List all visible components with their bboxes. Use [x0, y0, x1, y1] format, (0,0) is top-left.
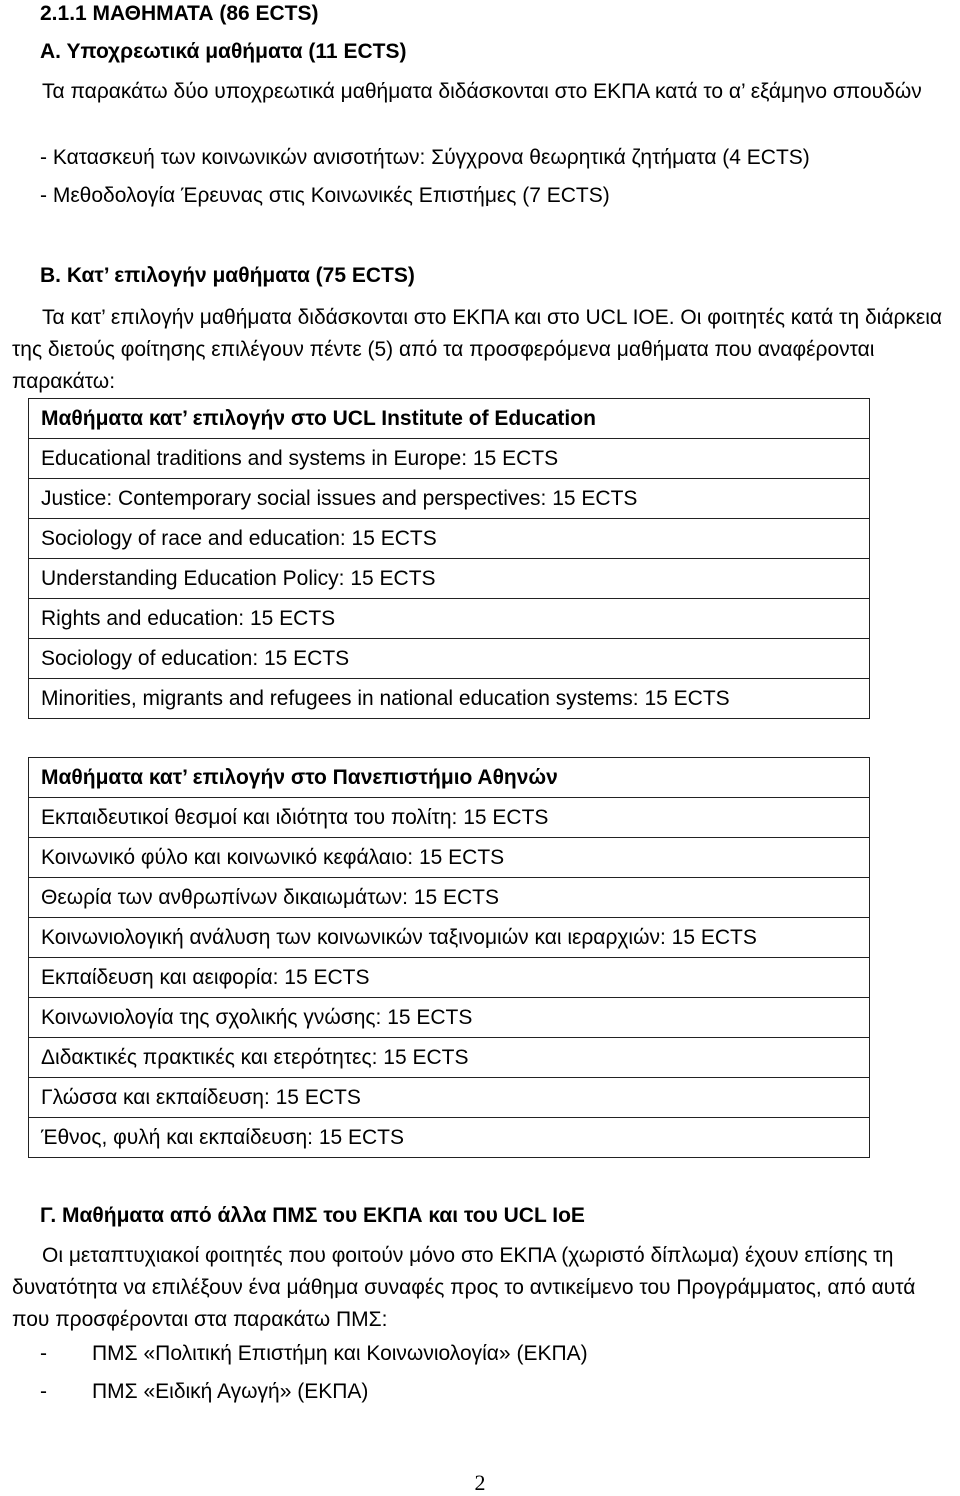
course-cell: Rights and education: 15 ECTS: [29, 599, 870, 639]
table-row: [29, 958, 870, 998]
table-row: [29, 679, 870, 719]
table-row: [29, 639, 870, 679]
part-c-dash-1: -: [40, 1342, 47, 1365]
table-row: [29, 399, 870, 439]
course-cell: Justice: Contemporary social issues and perspectives: 15 ECTS: [29, 479, 870, 519]
part-a-item-2: - Μεθοδολογία Έρευνας στις Κοινωνικές Επιστήμες (7 ECTS): [40, 184, 610, 207]
table-row: [29, 798, 870, 838]
table-row: [29, 479, 870, 519]
course-cell: Educational traditions and systems in Europe: 15 ECTS: [29, 439, 870, 479]
part-b-intro: Τα κατ’ επιλογήν μαθήματα διδάσκονται στο ΕΚΠΑ και στο UCL IOE. Οι φοιτητές κατά τη διάρκεια της διετούς φοίτησης επιλέγουν πέντε (5) από τα προσφερόμενα μαθήματα που αναφέρονται παρακάτω:: [12, 306, 943, 393]
part-c-dash-2: -: [40, 1380, 47, 1403]
athens-courses-table: [28, 757, 870, 1158]
course-cell: Understanding Education Policy: 15 ECTS: [29, 559, 870, 599]
ucl-table-header: Μαθήματα κατ’ επιλογήν στο UCL Institute of Education: [29, 399, 870, 439]
course-cell: Γλώσσα και εκπαίδευση: 15 ECTS: [29, 1078, 870, 1118]
part-c-heading: Γ. Μαθήματα από άλλα ΠΜΣ του ΕΚΠΑ και του UCL IoE: [40, 1204, 585, 1227]
table-row: [29, 998, 870, 1038]
course-cell: Minorities, migrants and refugees in national education systems: 15 ECTS: [29, 679, 870, 719]
athens-table-header: Μαθήματα κατ’ επιλογήν στο Πανεπιστήμιο Αθηνών: [29, 758, 870, 798]
table-row: [29, 519, 870, 559]
course-cell: Κοινωνιολογική ανάλυση των κοινωνικών ταξινομιών και ιεραρχιών: 15 ECTS: [29, 918, 870, 958]
course-cell: Διδακτικές πρακτικές και ετερότητες: 15 ECTS: [29, 1038, 870, 1078]
ucl-courses-table: [28, 398, 870, 719]
part-c-item-1: ΠΜΣ «Πολιτική Επιστήμη και Κοινωνιολογία» (ΕΚΠΑ): [92, 1342, 588, 1365]
table-row: [29, 439, 870, 479]
table-row: [29, 838, 870, 878]
course-cell: Κοινωνιολογία της σχολικής γνώσης: 15 ECTS: [29, 998, 870, 1038]
part-a-heading: Α. Υποχρεωτικά μαθήματα (11 ECTS): [40, 40, 407, 63]
section-heading: 2.1.1 ΜΑΘΗΜΑΤΑ (86 ECTS): [40, 2, 319, 25]
part-c-intro: Οι μεταπτυχιακοί φοιτητές που φοιτούν μόνο στο ΕΚΠΑ (χωριστό δίπλωμα) έχουν επίσης τη δυνατότητα να επιλέξουν ένα μάθημα συναφές προς το αντικείμενο του Προγράμματος, από αυτά που προσφέρονται στα παρακάτω ΠΜΣ:: [12, 1244, 916, 1331]
course-cell: Κοινωνικό φύλο και κοινωνικό κεφάλαιο: 15 ECTS: [29, 838, 870, 878]
table-row: [29, 918, 870, 958]
course-cell: Έθνος, φυλή και εκπαίδευση: 15 ECTS: [29, 1118, 870, 1158]
table-row: [29, 1038, 870, 1078]
course-cell: Εκπαίδευση και αειφορία: 15 ECTS: [29, 958, 870, 998]
part-c-item-2: ΠΜΣ «Ειδική Αγωγή» (ΕΚΠΑ): [92, 1380, 369, 1403]
table-row: [29, 599, 870, 639]
part-a-intro: Τα παρακάτω δύο υποχρεωτικά μαθήματα διδάσκονται στο ΕΚΠΑ κατά το α’ εξάμηνο σπουδών: [42, 80, 922, 103]
table-row: [29, 878, 870, 918]
part-a-item-1: - Κατασκευή των κοινωνικών ανισοτήτων: Σύγχρονα θεωρητικά ζητήματα (4 ECTS): [40, 146, 810, 169]
course-cell: Sociology of race and education: 15 ECTS: [29, 519, 870, 559]
course-cell: Sociology of education: 15 ECTS: [29, 639, 870, 679]
course-cell: Εκπαιδευτικοί θεσμοί και ιδιότητα του πολίτη: 15 ECTS: [29, 798, 870, 838]
part-b-heading: Β. Κατ’ επιλογήν μαθήματα (75 ECTS): [40, 264, 415, 287]
table-row: [29, 1118, 870, 1158]
course-cell: Θεωρία των ανθρωπίνων δικαιωμάτων: 15 ECTS: [29, 878, 870, 918]
table-row: [29, 559, 870, 599]
table-row: [29, 1078, 870, 1118]
page-number: 2: [474, 1470, 486, 1495]
table-row: [29, 758, 870, 798]
